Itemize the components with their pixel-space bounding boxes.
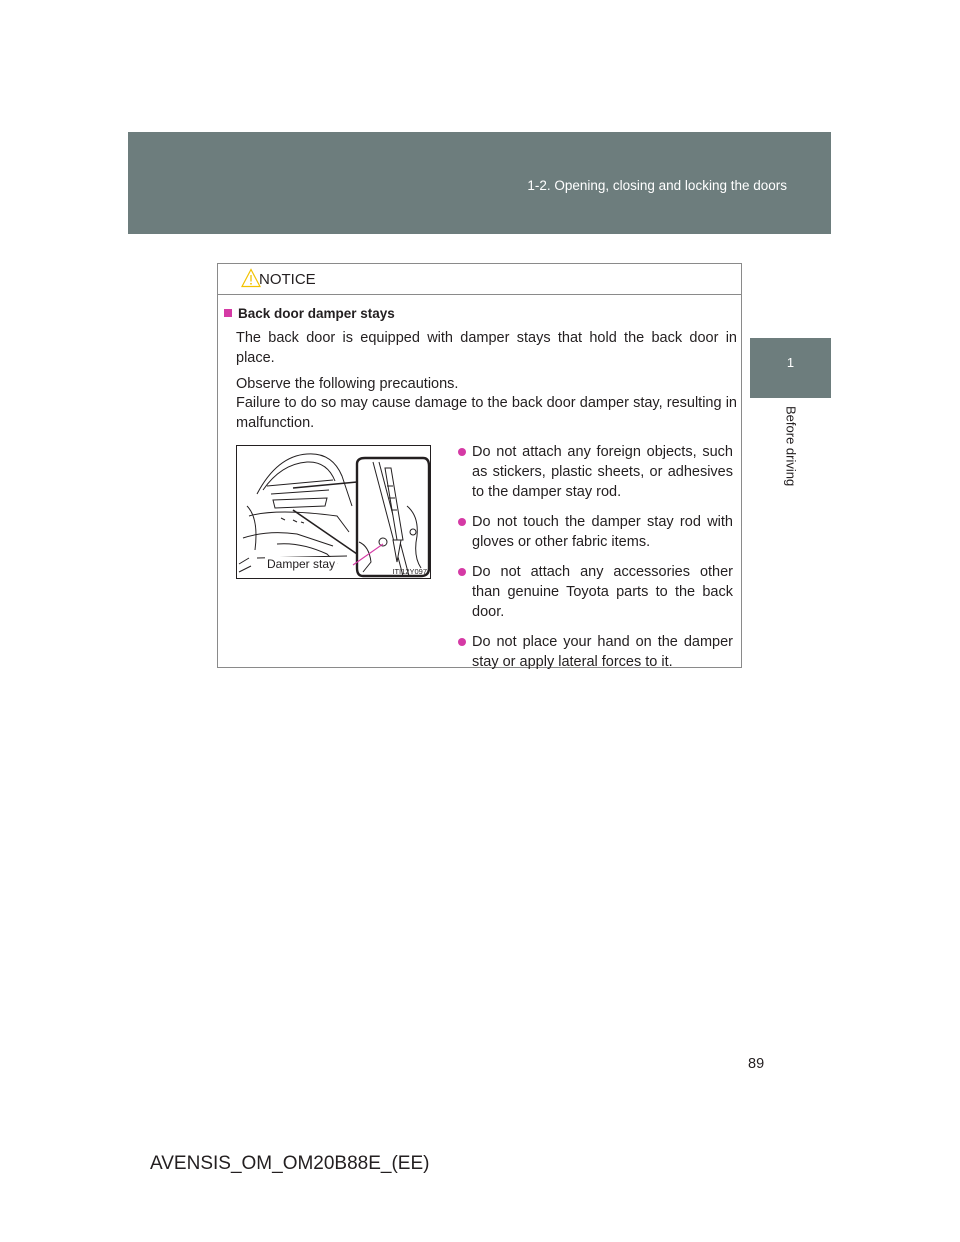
chapter-title: Before driving xyxy=(783,406,799,487)
bullet-icon xyxy=(458,448,466,456)
notice-header xyxy=(218,264,741,295)
bullet-icon xyxy=(458,518,466,526)
header-band xyxy=(128,132,831,234)
precautions-line: Observe the following precautions. xyxy=(236,376,459,392)
intro-paragraph: The back door is equipped with damper stays that hold the back door in place. xyxy=(236,330,737,366)
precautions-list xyxy=(458,442,733,682)
chapter-number: 1 xyxy=(786,355,795,370)
page-number: 89 xyxy=(748,1056,765,1072)
document-code: AVENSIS_OM_OM20B88E_(EE) xyxy=(150,1153,430,1174)
square-bullet-icon xyxy=(224,309,232,317)
notice-heading: NOTICE xyxy=(259,271,316,288)
bullet-icon xyxy=(458,568,466,576)
notice-box xyxy=(217,263,742,668)
warning-triangle-icon xyxy=(241,268,261,288)
bullet-icon xyxy=(458,638,466,646)
list-item: Do not place your hand on the damper stay or apply lateral forces to it. xyxy=(458,632,733,672)
subsection-heading xyxy=(224,306,395,321)
list-item: Do not touch the damper stay rod with gloves or other fabric items. xyxy=(458,512,733,552)
chapter-label xyxy=(783,406,799,506)
list-item: Do not attach any accessories other than genuine Toyota parts to the back door. xyxy=(458,562,733,622)
list-item: Do not attach any foreign objects, such as stickers, plastic sheets, or adhesives to the damper stay rod. xyxy=(458,442,733,502)
section-title: 1-2. Opening, closing and locking the doors xyxy=(527,178,787,193)
chapter-tab xyxy=(750,338,831,398)
damper-stay-callout: Damper stay xyxy=(267,557,336,571)
figure-code: ITI12Y097 xyxy=(392,567,427,576)
subsection-title: Back door damper stays xyxy=(238,306,395,321)
damper-stay-illustration xyxy=(236,445,431,579)
failure-warning: Failure to do so may cause damage to the back door damper stay, resulting in malfunction. xyxy=(236,395,737,431)
